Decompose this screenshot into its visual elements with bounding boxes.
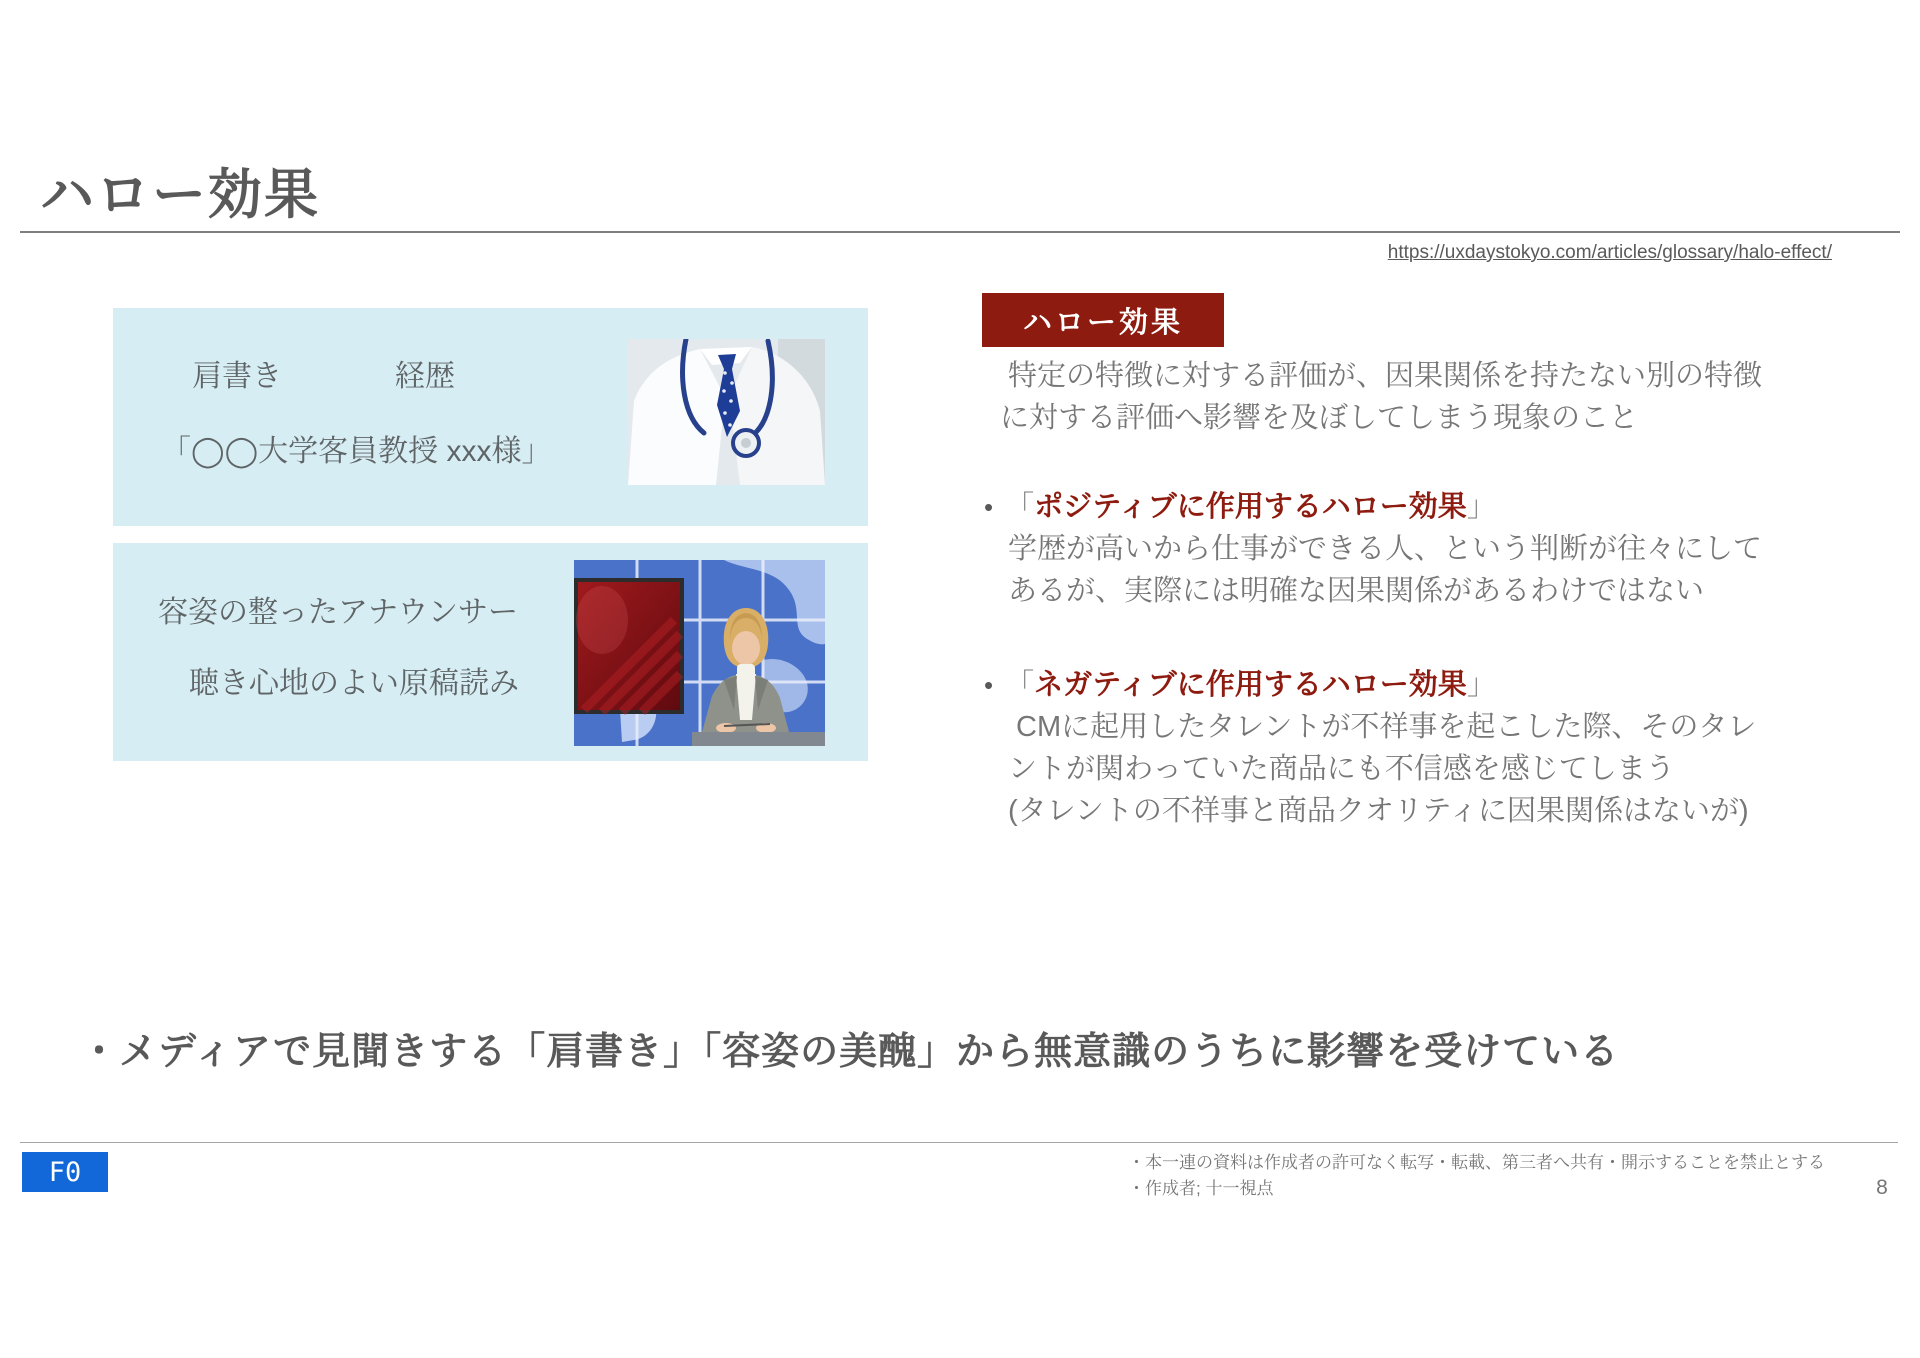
example1-label-career: 経歴 bbox=[395, 360, 455, 393]
example-box-announcer bbox=[113, 543, 868, 761]
bullet-body-line: あるが、実際には明確な因果関係があるわけではない bbox=[1008, 575, 1705, 607]
bullet-positive-halo bbox=[984, 486, 1762, 612]
footer-f0-badge: F0 bbox=[22, 1152, 108, 1192]
bullet-headline-red: ポジティブに作用するハロー効果 bbox=[1034, 491, 1467, 523]
example-box-title-career bbox=[113, 308, 868, 526]
example1-label-title: 肩書き bbox=[192, 360, 282, 393]
bullet-body-line: (タレントの不祥事と商品クオリティに因果関係はないが) bbox=[1008, 795, 1749, 827]
bracket-close: 」 bbox=[1466, 491, 1496, 523]
bullet-headline bbox=[984, 664, 1756, 706]
footer-notes bbox=[1128, 1150, 1825, 1202]
page-number: 8 bbox=[1876, 1176, 1888, 1199]
example1-professor-line: 「◯◯大学客員教授 xxx様」 bbox=[161, 435, 552, 468]
footer-divider bbox=[20, 1142, 1898, 1143]
bullet-body-line: CMに起用したタレントが不祥事を起こした際、そのタレ bbox=[1008, 711, 1757, 743]
definition-line: に対する評価へ影響を及ぼしてしまう現象のこと bbox=[1000, 402, 1639, 434]
bullet-body-line: ントが関わっていた商品にも不信感を感じてしまう bbox=[1008, 753, 1675, 785]
bullet-headline bbox=[984, 486, 1762, 528]
source-url-link[interactable]: https://uxdaystokyo.com/articles/glossary/halo-effect/ bbox=[1387, 242, 1832, 263]
summary-takeaway: ・メディアで見聞きする「肩書き」「容姿の美醜」から無意識のうちに影響を受けている bbox=[80, 1031, 1620, 1073]
bracket-open: 「 bbox=[1005, 669, 1035, 701]
halo-effect-badge: ハロー効果 bbox=[982, 293, 1224, 347]
page-title: ハロー効果 bbox=[40, 165, 320, 225]
bullet-negative-halo bbox=[984, 664, 1756, 832]
bullet-body-line: 学歴が高いから仕事ができる人、という判断が往々にして bbox=[1008, 533, 1763, 565]
title-divider bbox=[20, 231, 1900, 233]
footer-note-author: ・作成者; 十一視点 bbox=[1128, 1179, 1274, 1198]
bullet-headline-red: ネガティブに作用するハロー効果 bbox=[1034, 669, 1467, 701]
bracket-close: 」 bbox=[1466, 669, 1496, 701]
news-anchor-image bbox=[574, 560, 825, 746]
definition-line: 特定の特徴に対する評価が、因果関係を持たない別の特徴 bbox=[1000, 360, 1763, 392]
example2-line1: 容姿の整ったアナウンサー bbox=[158, 596, 518, 629]
footer-note-copyright: ・本一連の資料は作成者の許可なく転写・転載、第三者へ共有・開示することを禁止とする bbox=[1128, 1153, 1825, 1172]
example1-labels bbox=[192, 351, 455, 395]
bracket-open: 「 bbox=[1005, 491, 1035, 523]
definition-text bbox=[1000, 355, 1762, 439]
example2-line2: 聴き心地のよい原稿読み bbox=[189, 667, 519, 700]
doctor-white-coat-image bbox=[628, 339, 825, 485]
